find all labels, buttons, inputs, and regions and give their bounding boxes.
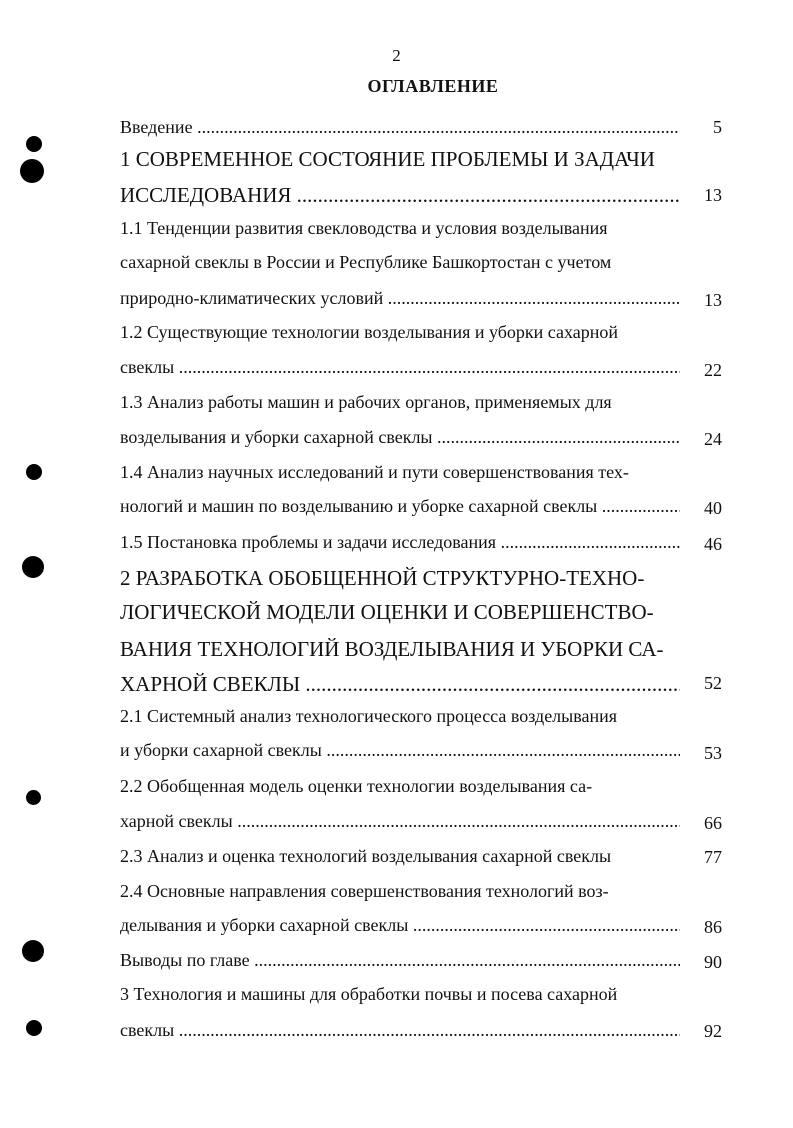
- toc-entry-text: ЛОГИЧЕСКОЙ МОДЕЛИ ОЦЕНКИ И СОВЕРШЕНСТВО-: [120, 600, 654, 624]
- toc-entry-text: и уборки сахарной свеклы: [120, 740, 322, 760]
- toc-entry-text: 2.4 Основные направления совершенствования технологий воз-: [120, 881, 609, 901]
- toc-entry-line: [120, 287, 680, 309]
- dot-leader: [193, 117, 680, 137]
- dot-leader: [174, 1020, 680, 1040]
- toc-entry-line: [120, 565, 680, 591]
- toc-entry-text: свеклы: [120, 1020, 175, 1040]
- toc-entry-line: [120, 461, 680, 483]
- toc-page-number: 90: [704, 952, 722, 972]
- toc-entry-text: природно-климатических условий: [120, 288, 384, 308]
- toc-page-number: 66: [704, 813, 722, 833]
- toc-entry-text: харной свеклы: [120, 811, 233, 831]
- toc-entry-line: [120, 775, 680, 797]
- dot-leader: [174, 357, 680, 377]
- toc-page-number: 77: [704, 847, 722, 867]
- dot-leader: [433, 427, 680, 447]
- toc-entry-text: 1.3 Анализ работы машин и рабочих органов, применяемых для: [120, 392, 612, 412]
- toc-entry-text: сахарной свеклы в России и Республике Башкортостан с учетом: [120, 252, 612, 272]
- toc-entry-text: возделывания и уборки сахарной свеклы: [120, 427, 433, 447]
- toc-entry-text: 2 РАЗРАБОТКА ОБОБЩЕННОЙ СТРУКТУРНО-ТЕХНО-: [120, 566, 645, 590]
- dot-leader: [322, 740, 680, 760]
- toc-entry-text: 2.3 Анализ и оценка технологий возделывания сахарной свеклы: [120, 846, 612, 866]
- toc-entry-line: [120, 599, 680, 625]
- dot-leader: [597, 496, 680, 516]
- toc-page-number: 86: [704, 917, 722, 937]
- dot-leader: [408, 915, 680, 935]
- toc-page-number: 53: [704, 743, 722, 763]
- toc-entry-line: [120, 146, 680, 172]
- dot-leader: [291, 183, 680, 207]
- toc-entry-text: 1 СОВРЕМЕННОЕ СОСТОЯНИЕ ПРОБЛЕМЫ И ЗАДАЧИ: [120, 147, 655, 171]
- toc-entry-line: [120, 391, 680, 413]
- toc-entry-text: Введение: [120, 117, 193, 137]
- toc-entry-text: Выводы по главе: [120, 950, 250, 970]
- toc-page-number: 92: [704, 1021, 722, 1041]
- hole-punch-mark: [26, 1020, 42, 1036]
- hole-punch-mark: [26, 790, 41, 805]
- toc-entry-line: [120, 671, 680, 697]
- toc-entry-text: ИССЛЕДОВАНИЯ: [120, 183, 292, 207]
- toc-entry-text: 1.4 Анализ научных исследований и пути совершенствования тех-: [120, 462, 629, 482]
- toc-page-number: 52: [704, 673, 722, 693]
- dot-leader: [233, 811, 680, 831]
- hole-punch-mark: [26, 464, 42, 480]
- toc-entry-line: [120, 880, 680, 902]
- toc-entry-text: 3 Технология и машины для обработки почвы и посева сахарной: [120, 984, 618, 1004]
- toc-entry-line: [120, 217, 680, 239]
- toc-entry-text: делывания и уборки сахарной свеклы: [120, 915, 409, 935]
- toc-page-number: 13: [704, 290, 722, 310]
- toc-entry-line: [120, 495, 680, 517]
- toc-page-number: 22: [704, 360, 722, 380]
- page-number: 2: [392, 46, 401, 65]
- toc-entry-line: [120, 810, 680, 832]
- toc-entry-line: [120, 705, 680, 727]
- toc-entry-line: [120, 1019, 680, 1041]
- toc-entry-line: [120, 983, 680, 1005]
- toc-entry-text: 1.5 Постановка проблемы и задачи исследования: [120, 532, 497, 552]
- toc-page-number: 5: [713, 117, 722, 137]
- toc-entry-text: нологий и машин по возделыванию и уборке сахарной свеклы: [120, 496, 598, 516]
- toc-entry-line: [120, 321, 680, 343]
- toc-page-number: 24: [704, 429, 722, 449]
- hole-punch-mark: [22, 556, 44, 578]
- dot-leader: [496, 532, 680, 552]
- toc-entry-line: [120, 914, 680, 936]
- toc-entry-line: [120, 356, 680, 378]
- toc-entry-text: свеклы: [120, 357, 175, 377]
- toc-entry-line: [120, 116, 680, 138]
- toc-entry-text: ВАНИЯ ТЕХНОЛОГИЙ ВОЗДЕЛЫВАНИЯ И УБОРКИ СА-: [120, 637, 664, 661]
- toc-entry-line: [120, 426, 680, 448]
- hole-punch-mark: [20, 159, 44, 183]
- toc-entry-text: ХАРНОЙ СВЕКЛЫ: [120, 672, 301, 696]
- toc-page-number: 13: [704, 185, 722, 205]
- toc-entry-line: [120, 251, 680, 273]
- toc-entry-text: 1.1 Тенденции развития свекловодства и условия возделывания: [120, 218, 608, 238]
- dot-leader: [300, 672, 680, 696]
- hole-punch-mark: [26, 136, 42, 152]
- hole-punch-mark: [22, 940, 44, 962]
- dot-leader: [250, 950, 680, 970]
- toc-entry-line: [120, 845, 680, 867]
- toc-page-number: 46: [704, 534, 722, 554]
- dot-leader: [383, 288, 680, 308]
- toc-entry-text: 2.1 Системный анализ технологического процесса возделывания: [120, 706, 618, 726]
- toc-entry-line: [120, 739, 680, 761]
- toc-entry-line: [120, 531, 680, 553]
- toc-entry-text: 2.2 Обобщенная модель оценки технологии возделывания са-: [120, 776, 593, 796]
- page-title: ОГЛАВЛЕНИЕ: [367, 76, 499, 96]
- toc-page-number: 40: [704, 498, 722, 518]
- toc-entry-line: [120, 182, 680, 208]
- toc-entry-line: [120, 949, 680, 971]
- toc-entry-line: [120, 636, 680, 662]
- toc-entry-text: 1.2 Существующие технологии возделывания и уборки сахарной: [120, 322, 618, 342]
